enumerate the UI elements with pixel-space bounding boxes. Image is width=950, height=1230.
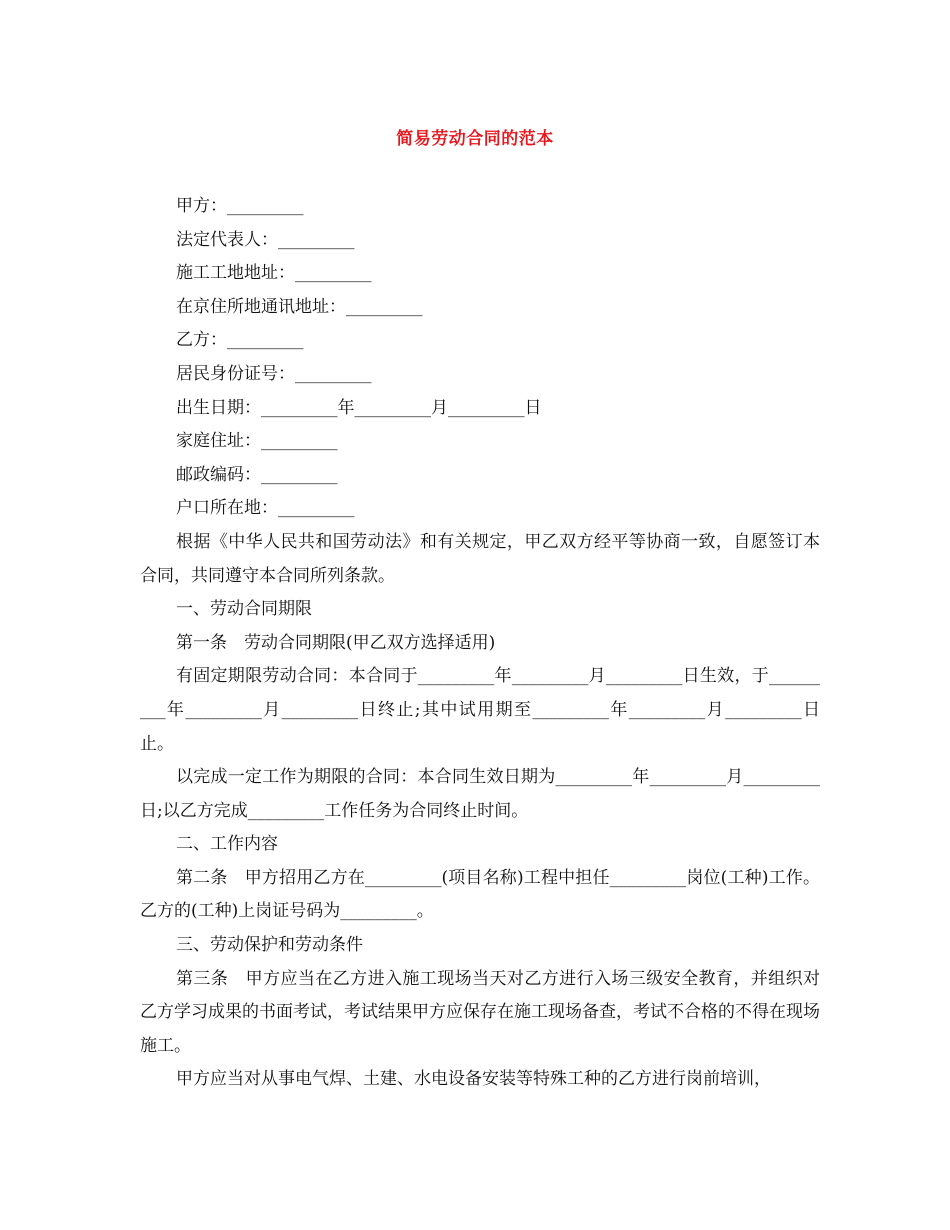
task-term-paragraph: 以完成一定工作为期限的合同：本合同生效日期为_________年_________月_________日;以乙方完成_________工作任务为合同终止时间。 (140, 767, 820, 821)
document-body (140, 190, 820, 1097)
section-heading: 三、劳动保护和劳动条件 (176, 935, 363, 956)
postal-code-field: 邮政编码：_________ (176, 464, 338, 485)
party-a-field: 甲方：_________ (176, 196, 304, 216)
id-number-field: 居民身份证号：_________ (176, 363, 372, 384)
article-1: 第一条 劳动合同期限(甲乙双方选择适用) (176, 632, 496, 653)
legal-representative-field: 法定代表人：_________ (176, 229, 355, 250)
fixed-term-paragraph: 有固定期限劳动合同：本合同于_________年_________月_________日生效，于_________年_________月_________日终止;其中试用期至_________年_________月_________日止。 (140, 666, 820, 754)
preamble-paragraph: 根据《中华人民共和国劳动法》和有关规定，甲乙双方经平等协商一致，自愿签订本合同，共同遵守本合同所列条款。 (140, 531, 820, 586)
household-registration-field: 户口所在地：_________ (176, 498, 355, 519)
party-b-field: 乙方：_________ (176, 330, 304, 351)
article-2: 第二条 甲方招用乙方在_________(项目名称)工程中担任_________岗位(工种)工作。乙方的(工种)上岗证号码为_________。 (140, 867, 820, 922)
site-address-field: 施工工地地址：_________ (176, 263, 372, 284)
section-heading: 一、劳动合同期限 (176, 599, 312, 620)
birth-date-field: 出生日期：_________年_________月_________日 (176, 397, 542, 418)
training-paragraph: 甲方应当对从事电气焊、土建、水电设备安装等特殊工种的乙方进行岗前培训， (176, 1069, 771, 1090)
document-title: 简易劳动合同的范本 (396, 129, 554, 149)
section-heading: 二、工作内容 (176, 834, 278, 855)
article-3: 第三条 甲方应当在乙方进入施工现场当天对乙方进行入场三级安全教育，并组织对乙方学习成果的书面考试，考试结果甲方应保存在施工现场备查，考试不合格的不得在现场施工。 (140, 968, 820, 1056)
home-address-field: 家庭住址：_________ (176, 431, 338, 452)
beijing-address-field: 在京住所地通讯地址：_________ (176, 296, 423, 317)
